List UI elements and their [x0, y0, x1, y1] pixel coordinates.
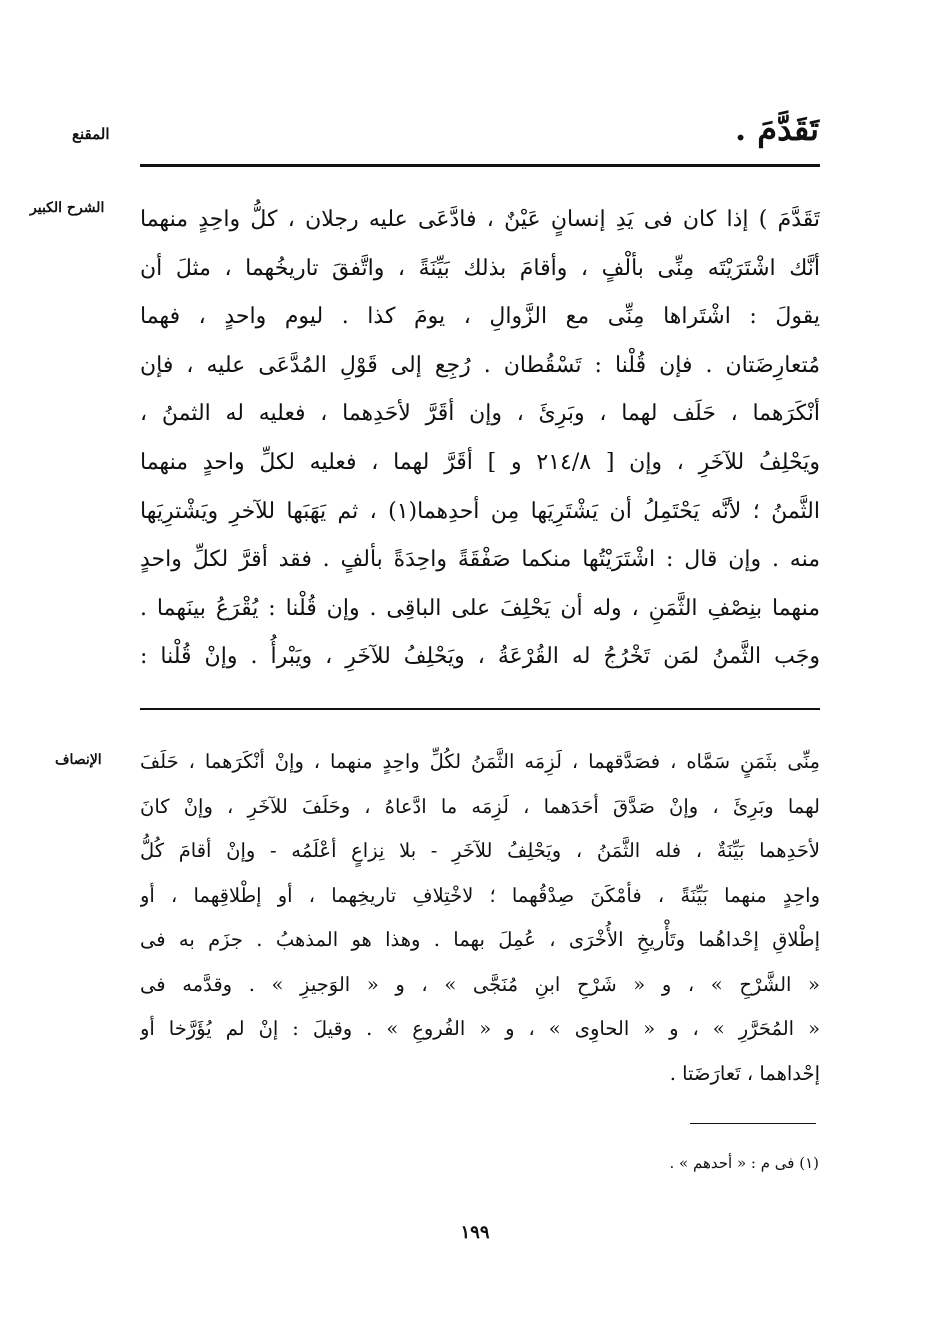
sharh-text-block — [140, 196, 820, 682]
text-line: « الشَّرْحِ » ، و « شَرْحِ ابنِ مُنَجَّى » ، و « الوَجيزِ » . وقدَّمه فى — [140, 972, 820, 996]
running-header-text: تَقَدَّمَ . — [735, 110, 819, 148]
text-line: الثَّمنُ ؛ لأنَّه يَحْتَمِلُ أن يَشْتَرِيَها مِن أحدِهما(١) ، ثم يَهَبَها للآخرِ ويَشْترِيَها — [140, 498, 820, 524]
text-line: أنَّك اشْتَرَيْتَه مِنِّى بألْفٍ ، وأقامَ بذلك بَيِّنَةً ، واتَّفقَ تاريخُهما ، مثلَ أن — [140, 255, 820, 281]
text-line: أنْكَرَهما ، حَلَف لهما ، وبَرِئَ ، وإن أقَرَّ لأحَدِهما ، فعليه له الثمنُ ، — [140, 401, 820, 427]
text-line: إحْداهما ، تَعارَضَتا . — [669, 1061, 820, 1085]
section-divider — [140, 708, 820, 710]
running-header-title: المقنع — [72, 125, 110, 143]
text-line: مُتعارِضَتان . فإن قُلْنا : تَسْقُطان . رُجِع إلى قَوْلِ المُدَّعَى عليه ، فإن — [140, 352, 820, 378]
section-label-sharh: الشرح الكبير — [30, 200, 105, 216]
header-rule — [140, 164, 820, 167]
insaf-text-block — [140, 740, 820, 1096]
text-line: منه . وإن قال : اشْتَرَيْتُها منكما صَفْقَةً واحِدَةً بألفٍ . فقد أقرَّ لكلِّ واحدٍ — [140, 547, 820, 573]
section-label-insaf: الإنصاف — [55, 752, 102, 768]
footnote-rule — [690, 1123, 816, 1124]
text-line: ويَحْلِفُ للآخَرِ ، وإن [ ٢١٤/٨ و ] أقَرَّ لهما ، فعليه لكلِّ واحدٍ منهما — [140, 449, 820, 475]
text-line: مِنِّى بثَمَنٍ سَمَّاه ، فصَدَّقهما ، لَزِمَه الثَّمَنُ لكُلِّ واحِدٍ منهما ، وإنْ أنْكَرَهما ، حَلَفَ — [140, 750, 820, 773]
text-line: تَقَدَّمَ ) إذا كان فى يَدِ إنسانٍ عَيْنٌ ، فادَّعَى عليه رجلان ، كلُّ واحِدٍ منهما — [140, 207, 820, 232]
text-line: إطْلاقِ إحْداهُما وتَأْريخِ الأُخْرَى ، عُمِلَ بهما . وهذا هو المذهبُ . جزَم به فى — [140, 928, 820, 951]
text-line: يقولَ : اشْتَراها مِنِّى مع الزَّوالِ ، يومَ كذا . ليوم واحدٍ ، فهما — [140, 304, 820, 330]
text-line: لهما وبَرِئَ ، وإنْ صَدَّقَ أحَدَهما ، لَزِمَه ما ادَّعاهُ ، وحَلَفَ للآخَرِ ، وإنْ كانَ — [140, 794, 820, 818]
text-line: واحِدٍ منهما بَيِّنَةً ، فأمْكَنَ صِدْقُهما ؛ لاخْتِلافِ تاريخِهما ، أو إطْلاقِهما ، أو — [140, 883, 820, 907]
text-line: لأحَدِهما بَيِّنَةٌ ، فله الثَّمَنُ ، ويَحْلِفُ للآخَرِ - بلا نِزاعٍ أعْلَمُه - وإنْ أقامَ كُلُّ — [140, 839, 820, 862]
footnote: (١) فى م : « أحدهم » . — [669, 1154, 819, 1172]
text-line: « المُحَرَّرِ » ، و « الحاوِى » ، و « الفُروعِ » . وقيلَ : إنْ لم يُؤَرَّخا أو — [140, 1017, 820, 1040]
text-line: وجَب الثَّمنُ لمَن تَخْرُجُ له القُرْعَةُ ، ويَحْلِفُ للآخَرِ ، ويَبْرأُ . وإنْ قُلْنا : — [140, 644, 820, 670]
text-line: منهما بنِصْفِ الثَّمَنِ ، وله أن يَحْلِفَ على الباقِى . وإن قُلْنا : يُقْرَعُ بينَهما . — [140, 595, 820, 621]
page-number: ١٩٩ — [460, 1222, 490, 1243]
